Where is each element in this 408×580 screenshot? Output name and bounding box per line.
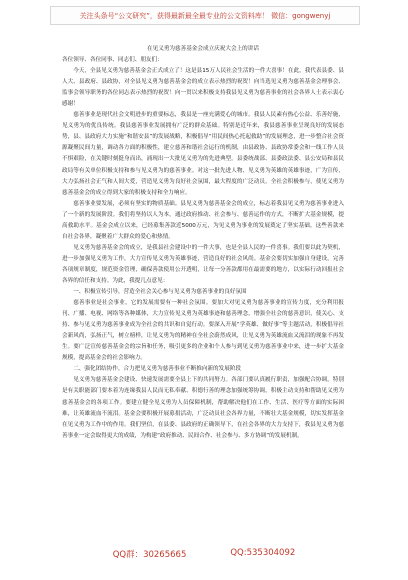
paragraph: 见义勇为慈善基金会建设、快速发展需要全县上下的共同努力。各部门要认真履行职责，加强配合协调，特别是有关职能部门要本着为连缘我县人民而无私奉献、积德行善的理念加强统筹协调，积极主动支持和帮助见义勇为慈善基金会的各项工作。要建立健全见义勇为人员保障机制，帮助解决他们在工作、生活、医疗等方面的实际困难，让英雄流血不流泪。基金会要积极开展募捐活动，广泛动员社会各界力量，不断壮大基金规模，切实发挥基金在见义勇为工作中的作用。我们坚信，在县委、县政府的正确领导下，在社会各界的大力支持下，我县见义勇为慈善事业一定会取得更大的成绩，为构建“政府推动、民间合作、社会参与、多方协调”的发展机制， [62, 377, 344, 439]
promo-banner: 关注头条号“公文研究”，获得最新最全最专业的公文资料库！ 微信：gongwenyj [50, 6, 360, 25]
section-heading: 二、强化团结协作，合力把见义勇为慈善事业不断推向新的发展阶段 [73, 366, 242, 373]
paragraph: 慈善事业是现代社会文明进步的重要标志，我县是一座充满爱心的城市。我县人民素有热心公益、乐善好施、见义勇为的优良传统。我县慈善事业发展拥有广泛的群众基础。特别是近年来，我县慈善事业呈现良好的发展态势，县、县政府大力实施“和谐安县”的发展战略，积极倡导“用民间热心托起救助”的发展理念，进一步整合社会资源凝聚民间力量，调动各方面的积极性，建立慈善和谐社会运行的机制，由县政协、县政协常委会和一线工作人员不惧艰险，在关键时刻挺身而出，涌现出一大批见义勇为的先进典型。县委统战部、县委政法委、县公安局和县民政局等有关单位积极支持和参与见义勇为的慈善事业。对这一批先进人物、见义勇为英雄的英雄事迹，广为宣传，大力弘扬社会正气和人间大爱，营造见义勇为良好社会氛围，最大程度的广泛动员，全社会积极参与，使见义勇为慈善基金会的成立得到大家的积极支持和全力响应。 [62, 112, 344, 196]
qq-number-text: QQ:535304092 [230, 548, 296, 558]
paragraph: 慈善事业要发展，必须有坚实的物质基础。县见义勇为慈善基金会的成立，标志着我县见义勇为慈善事业进入了一个新的发展阶段。我们将坚持以人为本，通过政府推动、社会参与、慈善运作的方式，不断扩大基金规模，提高救助水平。基金会成立以来，已经募集善款近5000万元，为见义勇为事业的发展奠定了坚实基础。这些善款来自社会各界，凝聚着广大群众的爱心和热情。 [62, 200, 344, 240]
salutation: 各位领导、各位同事、同志们、朋友们： [62, 57, 163, 64]
speech-document [62, 44, 344, 442]
qq-group-text: QQ群：30265665 [112, 550, 187, 560]
paragraph: 慈善事业是社会事业，它的发展需要有一种社会氛围。要加大对见义勇为慈善事业的宣传力度，充分利用报刊、广播、电视、网络等各种媒体，大力宣传见义勇为英雄事迹和慈善理念，增强全社会的慈善意识，使关心、支持、参与见义勇为慈善事业成为全社会的共识和自觉行动。要深入开展“学英雄、做好事”等主题活动，积极倡导社会新风尚，弘扬正气，树立榜样，让见义勇为的精神在全社会蔚然成风，让见义勇为英雄流血又流泪的现象不再发生。要广泛宣传慈善基金会的宗旨和任务，吸引更多的企业和个人参与到见义勇为慈善事业中来，进一步扩大基金规模，提高基金会的社会影响力。 [62, 300, 344, 362]
paragraph: 今天，全县见义勇为慈善基金会正式成立了！这是县15万人民社会生活的一件大喜事！在此，我代表县委、县人大、县政府、县政协，对全县见义勇为慈善基金会的成立表示热烈的祝贺！向当选见义勇为慈善基金会理事会、监事会领导职务的各位同志表示热烈的祝贺！向一贯以来积极支持我县见义勇为慈善事业的社会各界人士表示衷心感谢！ [62, 68, 344, 108]
footer-contact [0, 548, 408, 562]
paragraph: 见义勇为慈善基金会的成立，是我县社会建设中的一件大事，也是全县人民的一件喜事。我们要以此为契机，进一步加强见义勇为工作，大力宣传见义勇为英雄事迹，营造良好的社会风尚。基金会要切实加强自身建设，完善各项规章制度，规范资金管理，确保善款使用公开透明，让每一分善款都用在最需要的地方，以实际行动回报社会各界的信任和支持。为此，我提几点意见： [62, 244, 344, 284]
document-title: 在见义勇为慈善基金会成立庆祝大会上的讲话 [147, 46, 259, 52]
section-heading: 一、积极宣传引导，营造全社会关心参与见义勇为慈善事业的良好氛围 [73, 289, 247, 296]
